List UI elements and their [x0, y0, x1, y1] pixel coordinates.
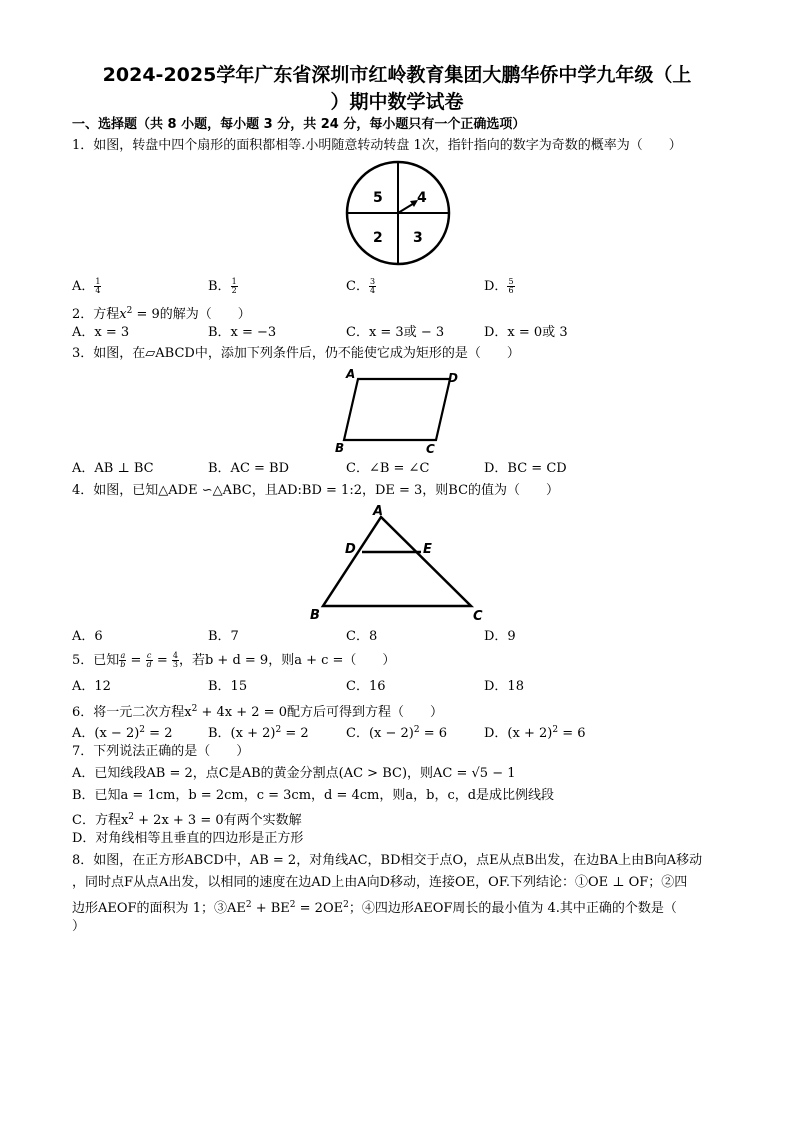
section-header: 一、选择题（共 8 小题，每小题 3 分，共 24 分，每小题只有一个正确选项）: [72, 117, 526, 132]
q8-line4: ）: [72, 919, 86, 934]
q4-vertex-d: D: [345, 542, 356, 557]
q1-option-d: D． $\frac{5}{6}$: [484, 277, 514, 295]
q7-stem: 7．下列说法正确的是（ ）: [72, 744, 250, 759]
q3-option-a: A．AB ⊥ BC: [72, 461, 154, 476]
q1-sector-4: 4: [417, 190, 427, 206]
q1-option-a: A． $\frac{1}{4}$: [72, 277, 101, 295]
q6-stem: 6．将一元二次方程$x^2 + 4x + 2 = 0$配方后可得到方程（ ）: [72, 704, 443, 720]
q3-option-b: B．AC = BD: [208, 461, 290, 476]
q2-option-c: C．x = 3或 − 3: [346, 325, 445, 340]
q5-option-d: D．18: [484, 679, 524, 694]
q3-vertex-d: D: [448, 371, 458, 385]
q6-option-a: A．$(x - 2)^2 = 2$: [72, 725, 173, 741]
q3-parallelogram-figure: [332, 366, 464, 458]
q3-vertex-a: A: [346, 367, 356, 381]
q2-option-d: D．x = 0或 3: [484, 325, 568, 340]
q4-vertex-c: C: [473, 609, 483, 623]
q7-option-b: B．已知a = 1cm，b = 2cm，c = 3cm，d = 4cm，则a，b，c，d是成比例线段: [72, 788, 555, 803]
q4-option-a: A．6: [72, 629, 103, 644]
q3-vertex-b: B: [335, 441, 345, 455]
q4-triangle-figure: [306, 503, 490, 623]
q3-option-d: D．BC = CD: [484, 461, 567, 476]
q1-sector-5: 5: [373, 190, 383, 206]
q8-line1: 8．如图，在正方形ABCD中，AB = 2，对角线AC，BD相交于点O，点E从点B出发，在边BA上由B向A移动: [72, 853, 703, 868]
q1-stem: 1．如图，转盘中四个扇形的面积都相等.小明随意转动转盘 1次，指针指向的数字为奇数的概率为（ ）: [72, 138, 682, 153]
q4-option-d: D．9: [484, 629, 516, 644]
q1-option-b: B． $\frac{1}{2}$: [208, 277, 237, 295]
q4-vertex-a: A: [373, 504, 384, 519]
q1-option-c: C． $\frac{3}{4}$: [346, 277, 376, 295]
q7-option-d: D．对角线相等且垂直的四边形是正方形: [72, 831, 304, 846]
q4-option-c: C．8: [346, 629, 378, 644]
q8-line3: 边形AEOF的面积为 1；$③AE^2 + BE^2 = 2OE^2$；④四边形AEOF周长的最小值为 4.其中正确的个数是（: [72, 900, 677, 916]
q3-stem: 3．如图，在▱ABCD中，添加下列条件后，仍不能使它成为矩形的是（ ）: [72, 346, 520, 361]
q4-stem: 4．如图，已知△ADE ∽△ABC，且AD:BD = 1:2，DE = 3，则BC的值为（ ）: [72, 483, 560, 498]
q1-spinner-figure: [344, 160, 454, 266]
q2-stem: 2．方程$x^2 = 9$的解为（ ）: [72, 306, 251, 322]
q6-option-c: C．$(x - 2)^2 = 6$: [346, 725, 448, 741]
q4-vertex-e: E: [423, 542, 432, 557]
q3-option-c: C．∠B = ∠C: [346, 461, 430, 476]
q2-option-a: A．x = 3: [72, 325, 130, 340]
q5-option-c: C．16: [346, 679, 386, 694]
q5-option-a: A．12: [72, 679, 111, 694]
q8-line2: ，同时点F从点A出发，以相同的速度在边AD上由A向D移动，连接OE，OF.下列结论：①OE ⊥ OF；②四: [72, 875, 688, 890]
q1-sector-3: 3: [413, 230, 423, 246]
q1-sector-2: 2: [373, 230, 383, 246]
q4-vertex-b: B: [310, 608, 320, 623]
exam-title-line2: ）期中数学试卷: [330, 91, 464, 113]
q6-option-d: D．$(x + 2)^2 = 6$: [484, 725, 586, 741]
q4-option-b: B．7: [208, 629, 239, 644]
q5-option-b: B．15: [208, 679, 248, 694]
q7-option-a: A．已知线段AB = 2，点C是AB的黄金分割点(AC > BC)，则AC = √5 − 1: [72, 766, 516, 781]
q6-option-b: B．$(x + 2)^2 = 2$: [208, 725, 309, 741]
q2-option-b: B．x = −3: [208, 325, 277, 340]
q7-option-c: C．方程$x^2 + 2x + 3 = 0$有两个实数解: [72, 812, 302, 828]
q3-vertex-c: C: [426, 442, 435, 456]
exam-title-line1: 2024-2025学年广东省深圳市红岭教育集团大鹏华侨中学九年级（上: [102, 64, 692, 86]
q5-stem: 5．已知 $\frac{a}{b}$ = $\frac{c}{d}$ = $\frac{4}{3}$ ，若b + d = 9，则a + c =（ ）: [72, 651, 396, 669]
